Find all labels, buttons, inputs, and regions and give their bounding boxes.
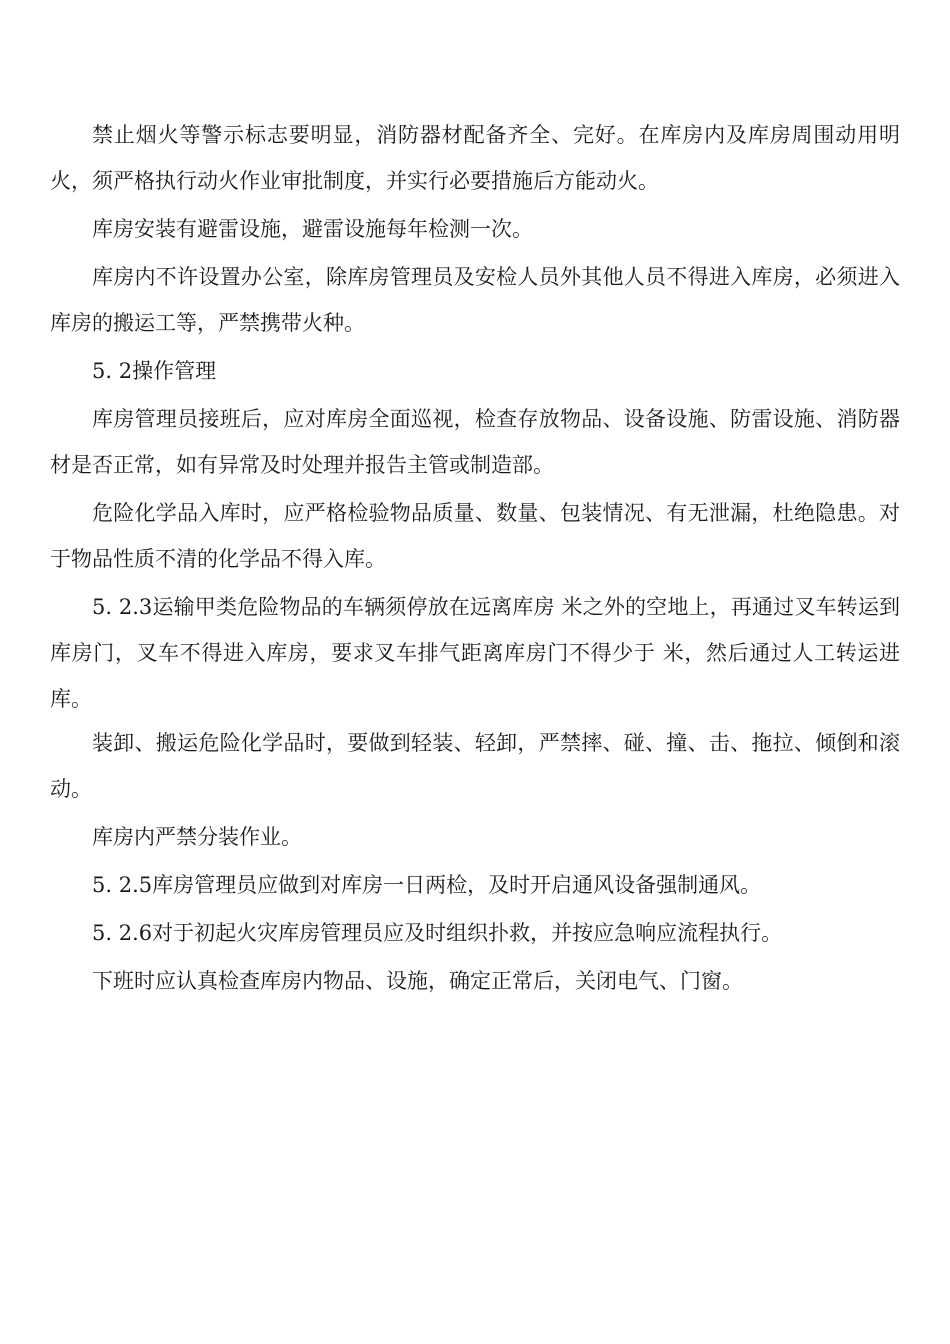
paragraph-lightning-protection: 库房安装有避雷设施，避雷设施每年检测一次。 xyxy=(92,217,533,241)
paragraph-fire-response: 5. 2.6对于初起火灾库房管理员应及时组织扑救，并按应急响应流程执行。 xyxy=(92,921,783,945)
paragraph-shift-inspection: 库房管理员接班后，应对库房全面巡视，检查存放物品、设备设施、防雷设施、消防器材是否正常，如有异常及时处理并报告主管或制造部。 xyxy=(50,407,900,477)
paragraph-daily-checks: 5. 2.5库房管理员应做到对库房一日两检，及时开启通风设备强制通风。 xyxy=(92,873,762,897)
paragraph-loading-handling: 装卸、搬运危险化学品时，要做到轻装、轻卸，严禁摔、碰、撞、击、拖拉、倾倒和滚动。 xyxy=(50,731,900,801)
paragraph-inbound-inspection: 危险化学品入库时，应严格检验物品质量、数量、包装情况、有无泄漏，杜绝隐患。对于物品性质不清的化学品不得入库。 xyxy=(50,501,900,571)
paragraph-transport-vehicles: 5. 2.3运输甲类危险物品的车辆须停放在远离库房 米之外的空地上，再通过叉车转运到库房门，叉车不得进入库房，要求叉车排气距离库房门不得少于 米，然后通过人工转运进库。 xyxy=(50,595,900,711)
section-heading-operation-management: 5. 2操作管理 xyxy=(92,359,217,383)
paragraph-end-of-shift: 下班时应认真检查库房内物品、设施，确定正常后，关闭电气、门窗。 xyxy=(92,969,743,993)
paragraph-no-repacking: 库房内严禁分装作业。 xyxy=(92,825,302,849)
paragraph-fire-warning: 禁止烟火等警示标志要明显，消防器材配备齐全、完好。在库房内及库房周围动用明火，须严格执行动火作业审批制度，并实行必要措施后方能动火。 xyxy=(50,123,900,193)
paragraph-no-office: 库房内不许设置办公室，除库房管理员及安检人员外其他人员不得进入库房，必须进入库房的搬运工等，严禁携带火种。 xyxy=(50,265,900,335)
